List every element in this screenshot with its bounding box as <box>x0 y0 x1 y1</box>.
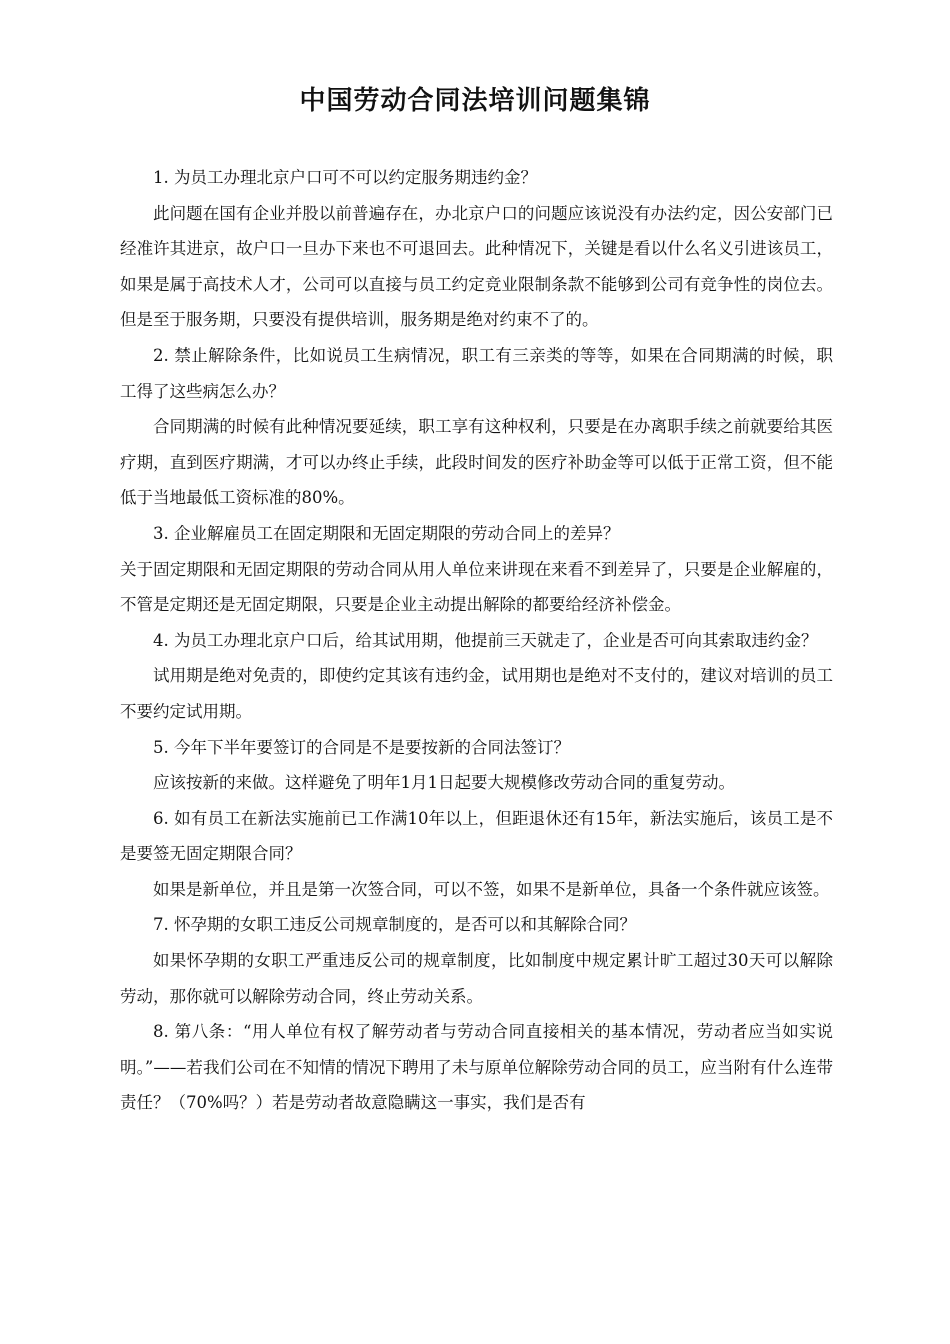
answer-1: 此问题在国有企业并股以前普遍存在，办北京户口的问题应该说没有办法约定，因公安部门已经准许其进京，故户口一旦办下来也不可退回去。此种情况下，关键是看以什么名义引进该员工，如果是属于高技术人才，公司可以直接与员工约定竞业限制条款不能够到公司有竞争性的岗位去。但是至于服务期，只要没有提供培训，服务期是绝对约束不了的。 <box>120 203 833 330</box>
question-5: 5. 今年下半年要签订的合同是不是要按新的合同法签订？ <box>153 737 570 757</box>
question-3: 3. 企业解雇员工在固定期限和无固定期限的劳动合同上的差异？ <box>153 523 620 543</box>
page-title: 中国劳动合同法培训问题集锦 <box>299 86 651 116</box>
answer-6: 如果是新单位，并且是第一次签合同，可以不签，如果不是新单位，具备一个条件就应该签。 <box>153 879 830 899</box>
answer-5: 应该按新的来做。这样避免了明年1月1日起要大规模修改劳动合同的重复劳动。 <box>153 773 735 793</box>
answer-4: 试用期是绝对免责的，即使约定其该有违约金，试用期也是绝对不支付的，建议对培训的员工不要约定试用期。 <box>120 666 833 721</box>
question-8: 8. 第八条：“用人单位有权了解劳动者与劳动合同直接相关的基本情况，劳动者应当如实说明。”——若我们公司在不知情的情况下聘用了未与原单位解除劳动合同的员工，应当附有什么连带责任？（70%吗？）若是劳动者故意隐瞒这一事实，我们是否有 <box>120 1022 833 1113</box>
question-7: 7. 怀孕期的女职工违反公司规章制度的，是否可以和其解除合同？ <box>153 915 636 935</box>
question-2: 2. 禁止解除条件，比如说员工生病情况，职工有三亲类的等等，如果在合同期满的时候，职工得了这些病怎么办？ <box>120 345 833 401</box>
document-body <box>120 160 833 1121</box>
question-4: 4. 为员工办理北京户口后，给其试用期，他提前三天就走了，企业是否可向其索取违约金？ <box>153 630 818 650</box>
answer-3: 关于固定期限和无固定期限的劳动合同从用人单位来讲现在来看不到差异了，只要是企业解雇的，不管是定期还是无固定期限，只要是企业主动提出解除的都要给经济补偿金。 <box>120 559 833 615</box>
question-6: 6. 如有员工在新法实施前已工作满10年以上，但距退休还有15年，新法实施后，该员工是不是要签无固定期限合同？ <box>120 808 833 864</box>
question-1: 1. 为员工办理北京户口可不可以约定服务期违约金？ <box>153 168 537 187</box>
answer-7: 如果怀孕期的女职工严重违反公司的规章制度，比如制度中规定累计旷工超过30天可以解除劳动，那你就可以解除劳动合同，终止劳动关系。 <box>120 951 833 1006</box>
answer-2: 合同期满的时候有此种情况要延续，职工享有这种权利，只要是在办离职手续之前就要给其医疗期，直到医疗期满，才可以办终止手续，此段时间发的医疗补助金等可以低于正常工资，但不能低于当地最低工资标准的80%。 <box>120 417 833 508</box>
